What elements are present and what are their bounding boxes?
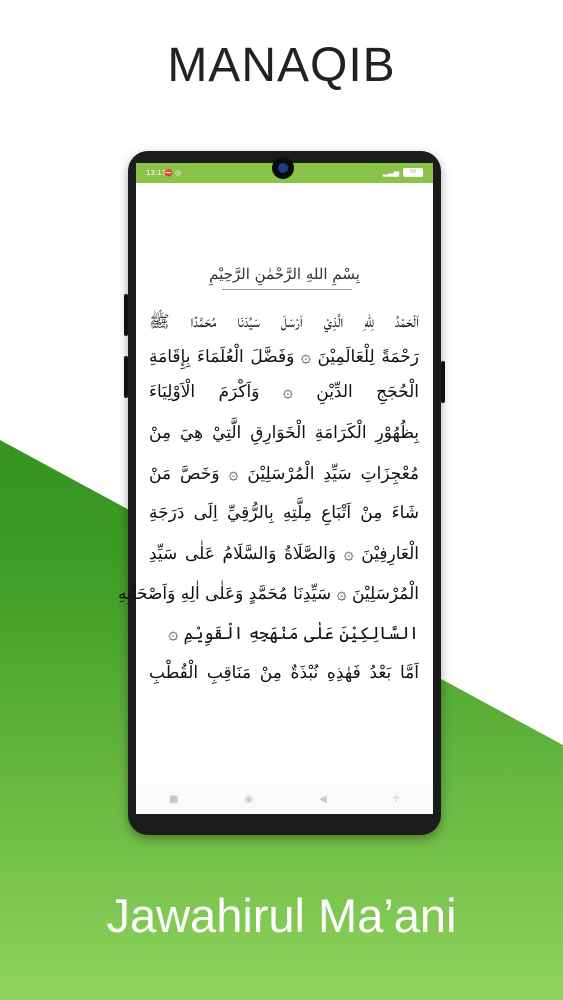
reader-content[interactable]: [117, 183, 433, 785]
notification-icons: ⛔ ◎: [164, 169, 182, 177]
phone-frame: [117, 151, 441, 835]
back-icon[interactable]: ◀: [318, 794, 327, 805]
phone-screen: [117, 163, 433, 814]
arabic-text-line: اَمَّا بَعْدُ فَهٰذِهِ نُبْذَةٌ مِنْ مَنَاقِبِ الْقُطْبِ: [149, 663, 419, 683]
phone-side-button-right: [441, 361, 445, 403]
phone-side-button-left-2: [124, 356, 128, 398]
status-time: 13:17: [146, 169, 167, 177]
arabic-text-line: الْعَارِفِيْنَ ۞ وَالصَّلَاةُ وَالسَّلَامُ عَلٰى سَيِّدِ: [149, 544, 419, 564]
arabic-text-line: الْحُجَجِ الدِّيْنِ ۞ وَاَكْرَمَ الْاَوْلِيَاءَ: [149, 382, 419, 402]
arabic-text-line: الْمُرْسَلِيْنَ ۞ سَيِّدِنَا مُحَمَّدٍ وَعَلٰى اٰلِهِ وَاَصْحَابِهِ: [117, 584, 419, 604]
arabic-text-line: بِظُهُوْرِ الْكَرَامَةِ الْخَوَارِقِ الَّتِيْ هِيَ مِنْ: [149, 423, 419, 443]
front-camera-icon: [272, 157, 294, 179]
basmala-underline: [222, 289, 352, 290]
accessibility-icon[interactable]: ☥: [392, 794, 401, 805]
signal-icon: ▂▃▅: [382, 168, 399, 177]
status-right-group: [383, 168, 423, 177]
footer-title: Jawahirul Ma’ani: [106, 889, 457, 942]
recent-apps-icon[interactable]: ■: [168, 794, 179, 805]
arabic-text-line: اَلْحَمْدُ لِلّٰهِ الَّذِيْ اَرْسَلَ سَيِّدَنَا مُحَمَّدًا ﷺ: [149, 312, 419, 332]
battery-icon: 56: [403, 168, 423, 177]
page-title: MANAQIB: [167, 39, 396, 92]
arabic-text-line: مُعْجِزَاتِ سَيِّدِ الْمُرْسَلِيْنَ ۞ وَخَصَّ مَنْ: [149, 464, 419, 484]
arabic-text-line: شَاءَ مِنْ اَتْبَاعِ مِلَّتِهِ بِالرُّقِيِّ اِلَى دَرَجَةِ: [149, 503, 419, 523]
android-nav-bar: [136, 785, 433, 814]
basmala: بِسْمِ اللهِ الرَّحْمٰنِ الرَّحِيْمِ: [209, 265, 360, 283]
arabic-text-line: السَّالِكِيْنَ عَلٰى مَنْهَجِهِ الْقَوِيْمِ ۞: [168, 624, 419, 644]
phone-side-button-left-1: [124, 294, 128, 336]
home-icon[interactable]: ◉: [244, 794, 254, 805]
arabic-text-line: رَحْمَةً لِلْعَالَمِيْنَ ۞ وَفَضَّلَ الْعُلَمَاءَ بِإِقَامَةِ: [149, 347, 419, 367]
